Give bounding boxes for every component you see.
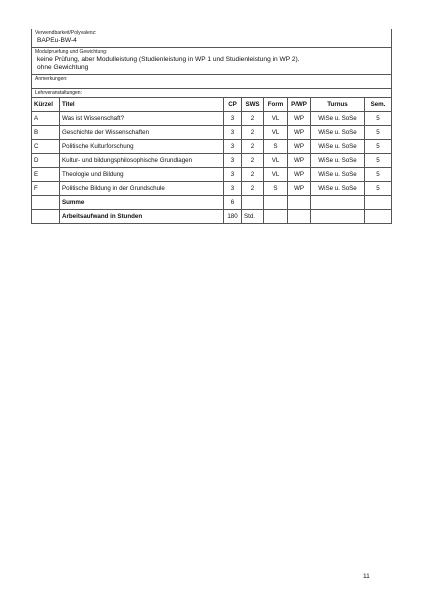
cell-kuerzel: C: [32, 140, 60, 154]
header-sws: SWS: [242, 98, 264, 112]
modulpruefung-line-2: ohne Gewichtung: [37, 64, 89, 71]
table-row: [32, 140, 392, 154]
table-row: [32, 112, 392, 126]
page-number: 11: [363, 573, 370, 580]
header-turnus: Turnus: [311, 98, 365, 112]
arbeitsaufwand-empty-cell: [288, 210, 311, 224]
arbeitsaufwand-empty-cell: [311, 210, 365, 224]
cell-sws: 2: [242, 112, 264, 126]
module-description-frame: [31, 29, 392, 224]
cell-turnus: WiSe u. SoSe: [311, 112, 365, 126]
header-titel: Titel: [60, 98, 224, 112]
cell-sem: 5: [365, 154, 392, 168]
cell-form: VL: [264, 126, 288, 140]
summe-empty-cell: [311, 196, 365, 210]
cell-turnus: WiSe u. SoSe: [311, 126, 365, 140]
cell-sem: 5: [365, 112, 392, 126]
table-row: [32, 154, 392, 168]
arbeitsaufwand-value: 180: [224, 210, 242, 224]
cell-kuerzel: E: [32, 168, 60, 182]
cell-sem: 5: [365, 140, 392, 154]
cell-kuerzel: A: [32, 112, 60, 126]
cell-turnus: WiSe u. SoSe: [311, 182, 365, 196]
cell-titel: Was ist Wissenschaft?: [60, 112, 224, 126]
cell-pwp: WP: [288, 126, 311, 140]
cell-pwp: WP: [288, 112, 311, 126]
cell-cp: 3: [224, 154, 242, 168]
cell-turnus: WiSe u. SoSe: [311, 140, 365, 154]
cell-turnus: WiSe u. SoSe: [311, 154, 365, 168]
header-pwp: P/WP: [288, 98, 311, 112]
arbeitsaufwand-empty-cell: [264, 210, 288, 224]
header-sem: Sem.: [365, 98, 392, 112]
cell-titel: Geschichte der Wissenschaften: [60, 126, 224, 140]
cell-sem: 5: [365, 126, 392, 140]
header-kuerzel: Kürzel: [32, 98, 60, 112]
cell-sws: 2: [242, 182, 264, 196]
section-verwendbarkeit: [32, 29, 391, 48]
cell-sws: 2: [242, 154, 264, 168]
cell-pwp: WP: [288, 182, 311, 196]
lehrveranstaltungen-label: Lehrveranstaltungen:: [35, 90, 82, 96]
cell-pwp: WP: [288, 154, 311, 168]
cell-sws: 2: [242, 168, 264, 182]
cell-cp: 3: [224, 182, 242, 196]
summe-empty-cell: [365, 196, 392, 210]
modulpruefung-line-1: keine Prüfung, aber Modulleistung (Studienleistung in WP 1 und Studienleistung in WP 2).: [37, 56, 300, 63]
cell-sws: 2: [242, 126, 264, 140]
summe-label: Summe: [60, 196, 224, 210]
cell-sem: 5: [365, 182, 392, 196]
cell-form: S: [264, 182, 288, 196]
header-form: Form: [264, 98, 288, 112]
cell-titel: Politische Kulturforschung: [60, 140, 224, 154]
arbeitsaufwand-empty-cell: [365, 210, 392, 224]
cell-form: VL: [264, 168, 288, 182]
cell-cp: 3: [224, 112, 242, 126]
cell-sws: 2: [242, 140, 264, 154]
section-modulpruefung: [32, 48, 391, 75]
cell-form: VL: [264, 154, 288, 168]
section-anmerkungen: [32, 75, 391, 89]
summe-empty-cell: [32, 196, 60, 210]
cell-kuerzel: B: [32, 126, 60, 140]
cell-pwp: WP: [288, 168, 311, 182]
table-row: [32, 168, 392, 182]
cell-turnus: WiSe u. SoSe: [311, 168, 365, 182]
cell-cp: 3: [224, 126, 242, 140]
cell-cp: 3: [224, 168, 242, 182]
summe-cp: 6: [224, 196, 242, 210]
summe-empty-cell: [288, 196, 311, 210]
cell-kuerzel: F: [32, 182, 60, 196]
cell-titel: Politische Bildung in der Grundschule: [60, 182, 224, 196]
header-cp: CP: [224, 98, 242, 112]
summe-empty-cell: [242, 196, 264, 210]
table-row: [32, 126, 392, 140]
course-table: [31, 97, 392, 224]
cell-titel: Theologie und Bildung: [60, 168, 224, 182]
arbeitsaufwand-label: Arbeitsaufwand in Stunden: [60, 210, 224, 224]
verwendbarkeit-value: BAPEu-BW-4: [37, 37, 77, 44]
anmerkungen-label: Anmerkungen:: [35, 76, 68, 82]
cell-cp: 3: [224, 140, 242, 154]
arbeitsaufwand-empty-cell: [32, 210, 60, 224]
cell-titel: Kultur- und bildungsphilosophische Grundlagen: [60, 154, 224, 168]
summe-empty-cell: [264, 196, 288, 210]
cell-form: S: [264, 140, 288, 154]
modulpruefung-label: Modulpruefung und Gewichtung:: [35, 49, 108, 55]
table-header-row: [32, 98, 392, 112]
verwendbarkeit-label: Verwendbarkeit/Polyvalenz:: [35, 30, 97, 36]
table-row: [32, 182, 392, 196]
cell-kuerzel: D: [32, 154, 60, 168]
cell-pwp: WP: [288, 140, 311, 154]
summe-row: [32, 196, 392, 210]
arbeitsaufwand-row: [32, 210, 392, 224]
arbeitsaufwand-unit: Std.: [242, 210, 264, 224]
cell-sem: 5: [365, 168, 392, 182]
cell-form: VL: [264, 112, 288, 126]
